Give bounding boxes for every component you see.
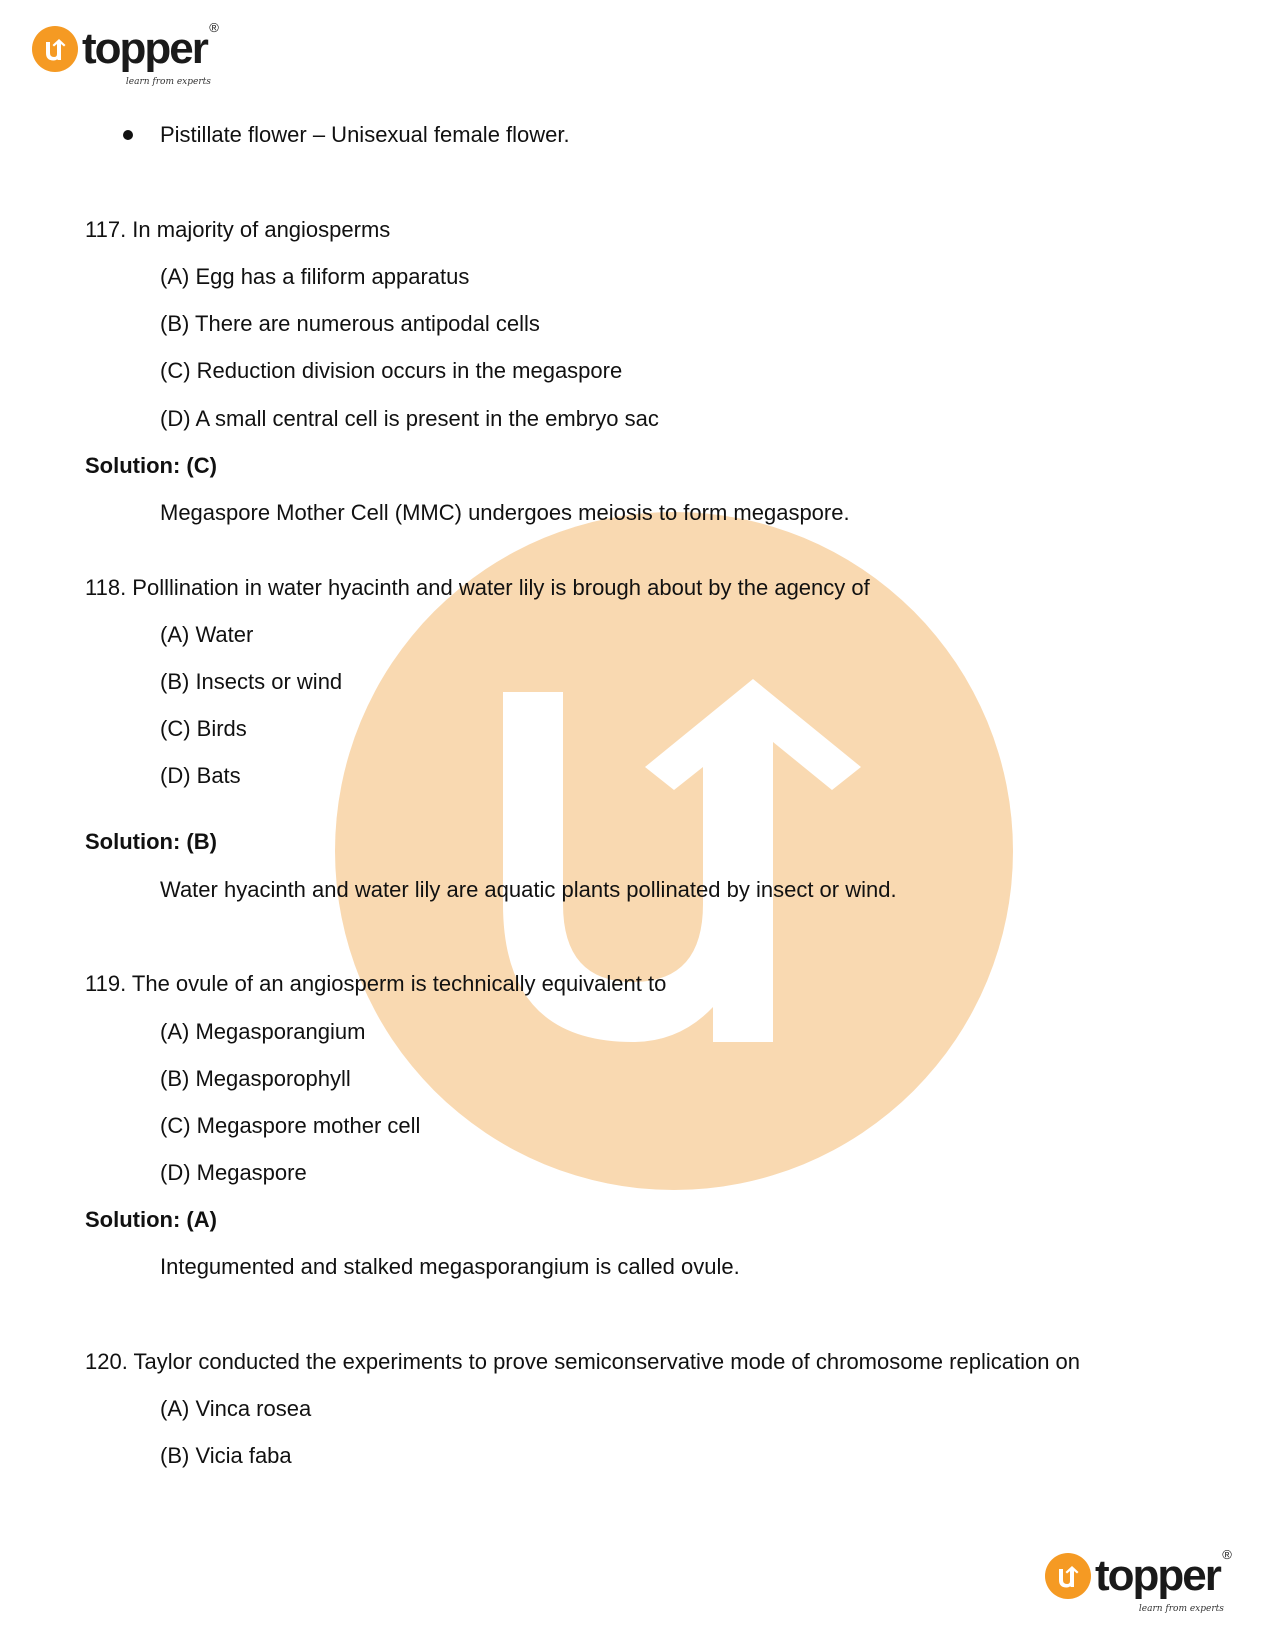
bullet-icon	[123, 130, 133, 140]
brand-logo-icon	[32, 26, 78, 72]
option-119-d: (D) Megaspore	[160, 1160, 307, 1185]
bullet-text: Pistillate flower – Unisexual female flower.	[160, 122, 570, 147]
solution-119: Solution: (A)	[85, 1207, 217, 1232]
option-118-a: (A) Water	[160, 622, 254, 647]
solution-117: Solution: (C)	[85, 453, 217, 478]
brand-logo-bottom	[1045, 1547, 1232, 1614]
option-118-b: (B) Insects or wind	[160, 669, 343, 694]
option-120-a: (A) Vinca rosea	[160, 1396, 312, 1421]
brand-logo-top	[32, 20, 219, 87]
option-117-d: (D) A small central cell is present in the embryo sac	[160, 406, 659, 431]
u-arrow-icon	[40, 34, 70, 64]
option-120-b: (B) Vicia faba	[160, 1443, 292, 1468]
question-119: 119. The ovule of an angiosperm is technically equivalent to	[85, 971, 667, 996]
explanation-117: Megaspore Mother Cell (MMC) undergoes meiosis to form megaspore.	[160, 500, 850, 525]
registered-mark: ®	[209, 20, 219, 35]
option-118-c: (C) Birds	[160, 716, 247, 741]
solution-118: Solution: (B)	[85, 829, 217, 854]
option-118-d: (D) Bats	[160, 763, 241, 788]
option-117-a: (A) Egg has a filiform apparatus	[160, 264, 470, 289]
brand-tagline: learn from experts	[125, 77, 211, 87]
brand-logo-icon-bottom	[1045, 1553, 1091, 1599]
question-117: 117. In majority of angiosperms	[85, 217, 391, 242]
option-117-c: (C) Reduction division occurs in the megaspore	[160, 358, 623, 383]
brand-name: topper	[82, 24, 207, 73]
brand-wordmark-bottom	[1095, 1547, 1232, 1614]
option-119-a: (A) Megasporangium	[160, 1019, 366, 1044]
registered-mark-bottom: ®	[1222, 1547, 1232, 1562]
option-119-c: (C) Megaspore mother cell	[160, 1113, 421, 1138]
question-118: 118. Polllination in water hyacinth and water lily is brough about by the agency of	[85, 575, 870, 600]
brand-tagline-bottom: learn from experts	[1138, 1604, 1224, 1614]
option-119-b: (B) Megasporophyll	[160, 1066, 351, 1091]
option-117-b: (B) There are numerous antipodal cells	[160, 311, 540, 336]
brand-wordmark	[82, 20, 219, 87]
question-120: 120. Taylor conducted the experiments to prove semiconservative mode of chromosome replication on	[85, 1349, 1081, 1374]
explanation-118: Water hyacinth and water lily are aquatic plants pollinated by insect or wind.	[160, 877, 897, 902]
u-arrow-icon	[1053, 1561, 1083, 1591]
brand-name-bottom: topper	[1095, 1551, 1220, 1600]
explanation-119: Integumented and stalked megasporangium is called ovule.	[160, 1254, 740, 1279]
